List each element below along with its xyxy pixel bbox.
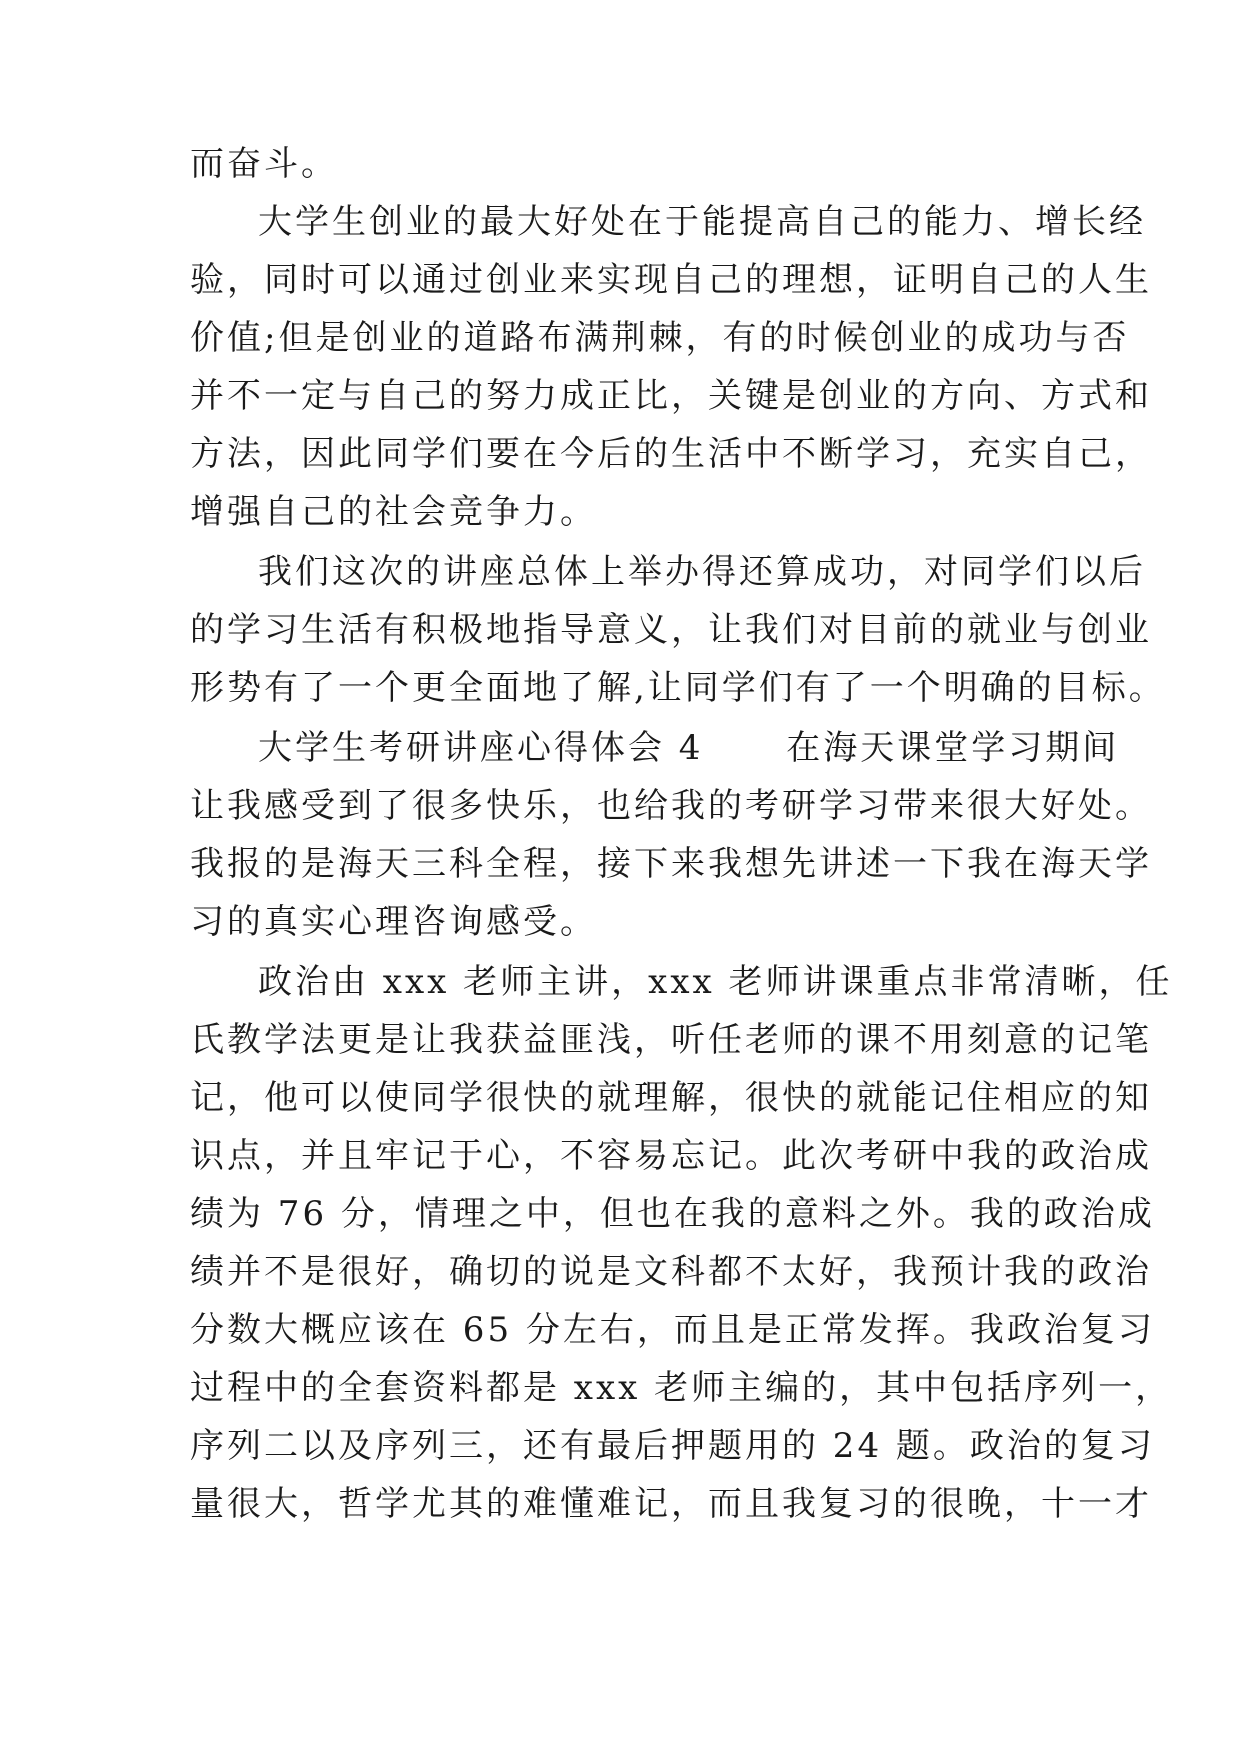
text-line: 方法，因此同学们要在今后的生活中不断学习，充实自己， bbox=[190, 434, 1152, 474]
paragraph-start-line: 政治由 xxx 老师主讲，xxx 老师讲课重点非常清晰，任 bbox=[258, 962, 1173, 1002]
text-line: 识点，并且牢记于心，不容易忘记。此次考研中我的政治成 bbox=[190, 1136, 1152, 1176]
text-line: 分数大概应该在 65 分左右，而且是正常发挥。我政治复习 bbox=[190, 1310, 1155, 1350]
text-line: 氏教学法更是让我获益匪浅，听任老师的课不用刻意的记笔 bbox=[190, 1020, 1152, 1060]
text-line: 过程中的全套资料都是 xxx 老师主编的，其中包括序列一， bbox=[190, 1368, 1173, 1408]
text-line: 量很大，哲学尤其的难懂难记，而且我复习的很晚，十一才 bbox=[190, 1484, 1152, 1524]
text-line: 价值;但是创业的道路布满荆棘，有的时候创业的成功与否 bbox=[190, 318, 1130, 358]
text-line: 验，同时可以通过创业来实现自己的理想，证明自己的人生 bbox=[190, 260, 1152, 300]
text-line: 绩为 76 分，情理之中，但也在我的意料之外。我的政治成 bbox=[190, 1194, 1155, 1234]
section-heading-line: 大学生考研讲座心得体会 4 在海天课堂学习期间 bbox=[258, 728, 1120, 768]
text-line: 的学习生活有积极地指导意义，让我们对目前的就业与创业 bbox=[190, 610, 1152, 650]
text-line: 让我感受到了很多快乐，也给我的考研学习带来很大好处。 bbox=[190, 786, 1152, 826]
text-line: 并不一定与自己的努力成正比，关键是创业的方向、方式和 bbox=[190, 376, 1152, 416]
text-line: 形势有了一个更全面地了解,让同学们有了一个明确的目标。 bbox=[190, 668, 1166, 708]
text-line: 记，他可以使同学很快的就理解，很快的就能记住相应的知 bbox=[190, 1078, 1152, 1118]
text-line: 绩并不是很好，确切的说是文科都不太好，我预计我的政治 bbox=[190, 1252, 1152, 1292]
paragraph-start-line: 大学生创业的最大好处在于能提高自己的能力、增长经 bbox=[258, 202, 1146, 242]
text-line: 我报的是海天三科全程，接下来我想先讲述一下我在海天学 bbox=[190, 844, 1152, 884]
text-line: 序列二以及序列三，还有最后押题用的 24 题。政治的复习 bbox=[190, 1426, 1155, 1466]
text-line: 增强自己的社会竞争力。 bbox=[190, 492, 597, 532]
paragraph-start-line: 我们这次的讲座总体上举办得还算成功，对同学们以后 bbox=[258, 552, 1146, 592]
text-line: 而奋斗。 bbox=[190, 144, 338, 184]
text-line: 习的真实心理咨询感受。 bbox=[190, 902, 597, 942]
